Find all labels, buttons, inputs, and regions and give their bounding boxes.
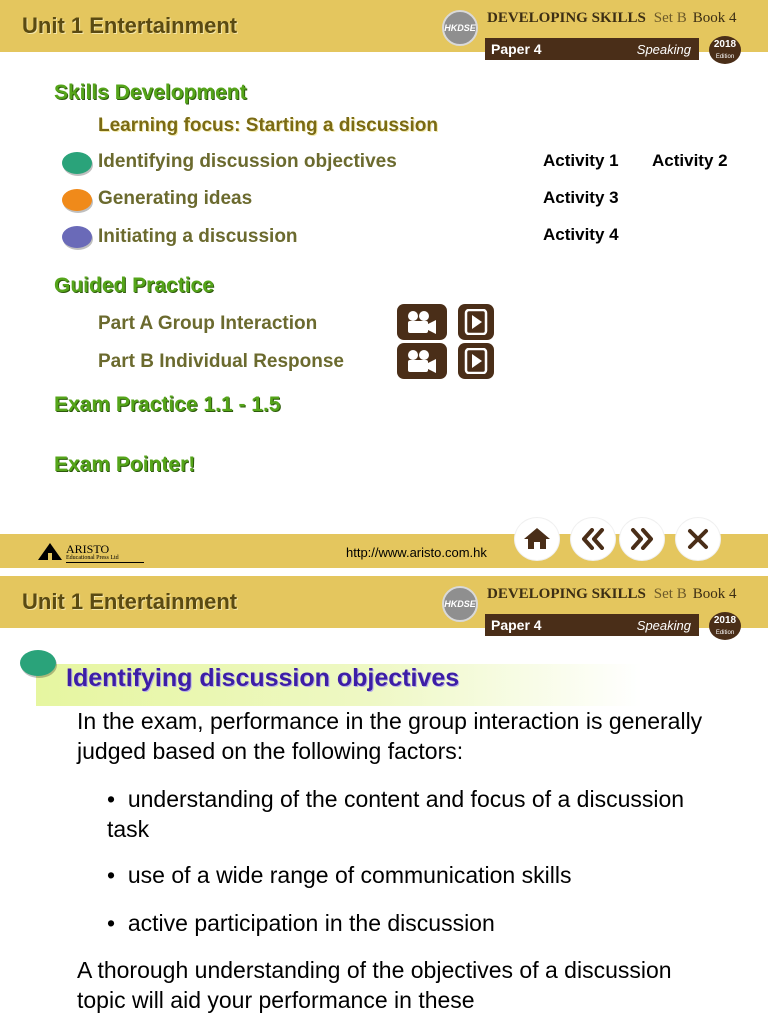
bullet-item-2 xyxy=(107,860,707,890)
publisher-label: ARISTO xyxy=(66,542,110,556)
unit-title: Unit 1 Entertainment xyxy=(22,589,238,614)
slide-title: Identifying discussion objectives xyxy=(66,664,460,692)
speaking-label: Speaking xyxy=(636,618,691,633)
speech-bubble-icon-teal xyxy=(20,650,56,676)
menu-item-identifying-objectives[interactable]: Identifying discussion objectives xyxy=(98,151,397,172)
brand-set: Set B xyxy=(653,10,687,26)
paper-label-bar xyxy=(485,614,699,636)
brand-title: DEVELOPING SKILLS xyxy=(487,10,646,26)
series-brand xyxy=(487,10,737,27)
edition-badge xyxy=(709,36,741,64)
activity-2-link[interactable]: Activity 2 xyxy=(652,151,728,170)
activity-4-link[interactable]: Activity 4 xyxy=(543,225,619,244)
edition-badge xyxy=(709,612,741,640)
slide-header xyxy=(0,0,768,60)
activity-3-link[interactable]: Activity 3 xyxy=(543,188,619,207)
guided-practice-link[interactable]: Guided Practice xyxy=(54,274,214,297)
outro-paragraph: A thorough understanding of the objectives of a discussion topic will aid your performance in these xyxy=(77,957,672,1013)
close-icon xyxy=(687,528,709,550)
speaking-label: Speaking xyxy=(636,42,691,57)
exam-practice-link[interactable]: Exam Practice 1.1 - 1.5 xyxy=(54,393,281,416)
bullet-item-1 xyxy=(107,784,687,844)
hkdse-logo: HKDSE xyxy=(442,586,478,622)
part-b-video-button[interactable] xyxy=(397,343,447,379)
paper-label-bar xyxy=(485,38,699,60)
publisher-sub-label: Educational Press Ltd xyxy=(66,555,119,561)
part-a-video-button[interactable] xyxy=(397,304,447,340)
series-brand xyxy=(487,586,737,603)
play-icon xyxy=(464,348,488,374)
brand-set: Set B xyxy=(653,586,687,602)
video-camera-icon xyxy=(404,348,440,374)
bullet-icon: • xyxy=(107,786,128,812)
bullet-text: use of a wide range of communication skills xyxy=(127,862,572,888)
edition-label: Edition xyxy=(715,630,735,636)
home-icon xyxy=(523,527,551,551)
learning-focus-label: Learning focus: Starting a discussion xyxy=(98,115,438,136)
part-a-play-button[interactable] xyxy=(458,304,494,340)
edition-year: 2018 xyxy=(713,615,737,626)
edition-label: Edition xyxy=(715,54,735,60)
bullet-text: understanding of the content and focus of a discussion task xyxy=(107,786,685,842)
hkdse-logo: HKDSE xyxy=(442,10,478,46)
bullet-text: active participation in the discussion xyxy=(127,910,495,936)
home-button[interactable] xyxy=(515,518,559,560)
skills-development-link[interactable]: Skills Development xyxy=(54,81,247,104)
brand-title: DEVELOPING SKILLS xyxy=(487,586,646,602)
unit-title: Unit 1 Entertainment xyxy=(22,13,238,38)
edition-year: 2018 xyxy=(713,39,737,50)
next-button[interactable] xyxy=(620,518,664,560)
exam-pointer-link[interactable]: Exam Pointer! xyxy=(54,453,196,476)
slide-header xyxy=(0,576,768,636)
website-url[interactable]: http://www.aristo.com.hk xyxy=(346,545,487,560)
publisher-name xyxy=(66,542,119,561)
menu-item-generating-ideas[interactable]: Generating ideas xyxy=(98,188,253,209)
bullet-icon: • xyxy=(107,910,128,936)
video-camera-icon xyxy=(404,309,440,335)
paper-label: Paper 4 xyxy=(491,617,542,633)
speech-bubble-icon-purple xyxy=(62,226,92,248)
bullet-item-3 xyxy=(107,908,707,938)
part-b-link[interactable]: Part B Individual Response xyxy=(98,351,344,372)
activity-1-link[interactable]: Activity 1 xyxy=(543,151,619,170)
play-icon xyxy=(464,309,488,335)
speech-bubble-icon-orange xyxy=(62,189,92,211)
speech-bubble-icon-teal xyxy=(62,152,92,174)
paper-label: Paper 4 xyxy=(491,41,542,57)
menu-item-initiating-discussion[interactable]: Initiating a discussion xyxy=(98,226,298,247)
publisher-underline xyxy=(66,562,144,563)
previous-button[interactable] xyxy=(571,518,615,560)
part-a-link[interactable]: Part A Group Interaction xyxy=(98,313,318,334)
bullet-icon: • xyxy=(107,862,128,888)
aristo-logo-icon xyxy=(36,541,66,561)
close-button[interactable] xyxy=(676,518,720,560)
part-b-play-button[interactable] xyxy=(458,343,494,379)
intro-paragraph: In the exam, performance in the group interaction is generally judged based on the following factors: xyxy=(77,708,703,764)
brand-book: Book 4 xyxy=(692,10,737,26)
slide-content xyxy=(0,576,768,1024)
double-chevron-left-icon xyxy=(580,528,606,550)
double-chevron-right-icon xyxy=(629,528,655,550)
brand-book: Book 4 xyxy=(692,586,737,602)
